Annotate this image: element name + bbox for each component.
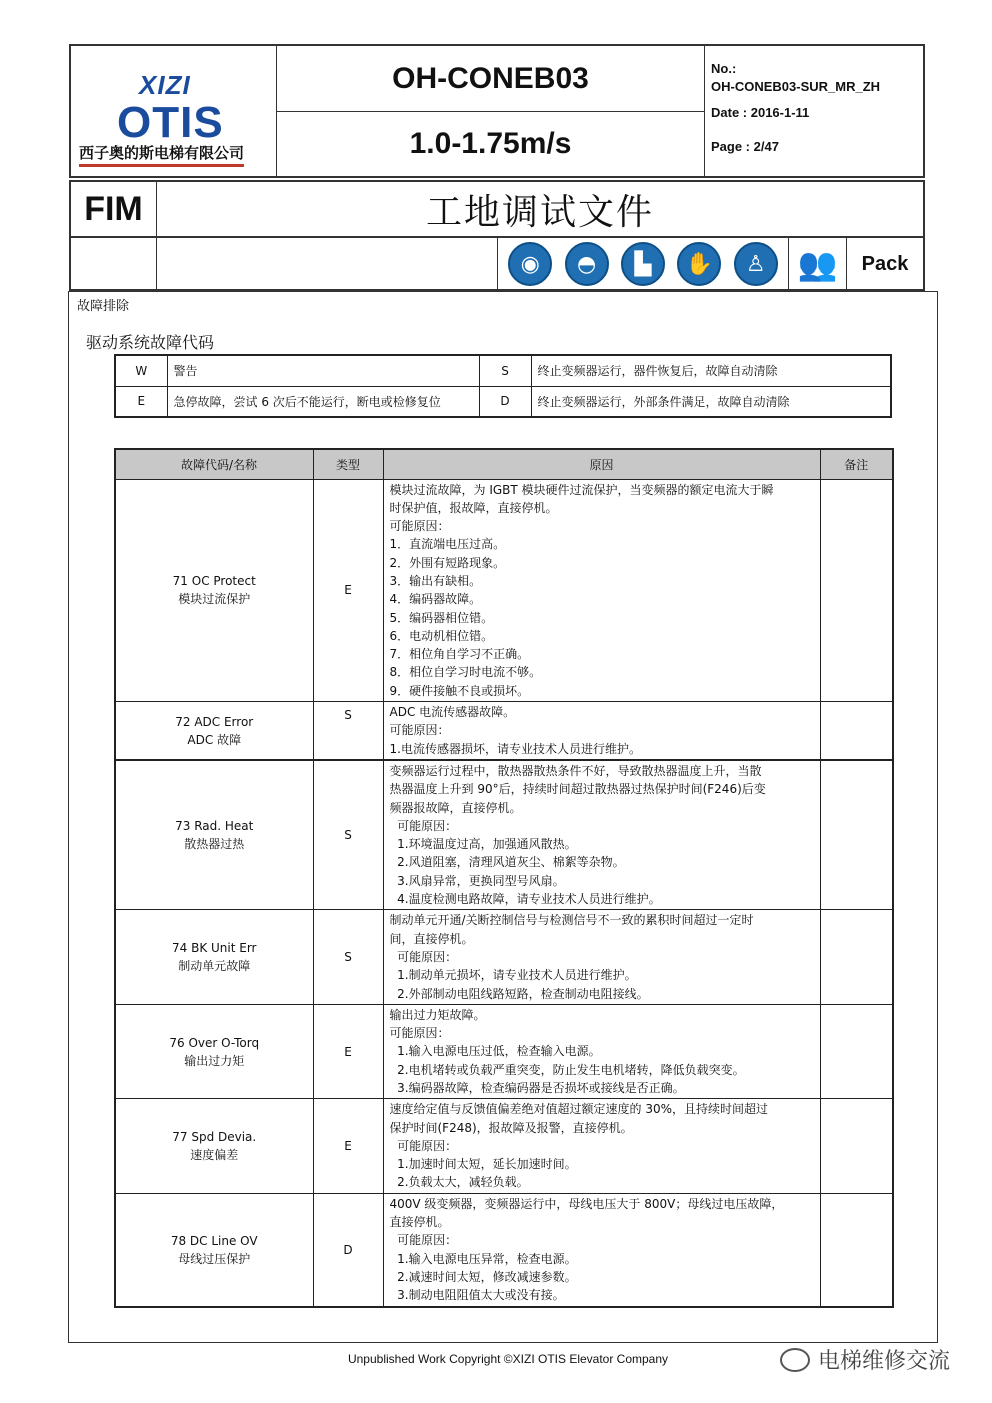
cause-line: 可能原因：: [389, 818, 458, 833]
fault-name: 母线过压保护: [178, 1251, 251, 1266]
fim-tag: FIM: [71, 182, 157, 236]
fault-code: 77 Spd Devia.: [172, 1130, 257, 1145]
fault-code: 76 Over O-Torq: [169, 1035, 260, 1050]
cause-line: 可能原因：: [389, 1026, 450, 1041]
legend-desc: 警告: [167, 355, 479, 386]
fault-cause: [383, 1004, 820, 1098]
fault-code-table: [114, 448, 894, 1308]
cause-line: 间，直接停机。: [389, 931, 474, 946]
legend-row: [115, 386, 891, 417]
fault-code: 71 OC Protect: [172, 574, 256, 589]
cause-line: 3.风扇异常，更换同型号风扇。: [389, 873, 565, 888]
cause-line: 2．外围有短路现象。: [389, 555, 506, 570]
cause-line: 7．相位角自学习不正确。: [389, 647, 530, 662]
fault-note: [820, 479, 893, 702]
cause-line: 可能原因：: [389, 1138, 458, 1153]
cause-line: 4．编码器故障。: [389, 592, 482, 607]
cause-line: 制动单元开通/关断控制信号与检测信号不一致的累积时间超过一定时: [389, 913, 754, 928]
fault-note: [820, 910, 893, 1004]
doc-no-label: No.:: [711, 61, 737, 76]
ppe-icons: [497, 238, 789, 290]
cause-line: 速度给定值与反馈值偏差绝对值超过额定速度的 30%，且持续时间超过: [389, 1102, 768, 1117]
speed-range: 1.0-1.75m/s: [409, 127, 572, 160]
fault-code: 74 BK Unit Err: [172, 941, 257, 956]
legend-desc: 急停故障，尝试 6 次后不能运行，断电或检修复位: [167, 386, 479, 417]
cause-line: 可能原因：: [389, 519, 450, 534]
cause-line: 直接停机。: [389, 1215, 450, 1230]
helmet-icon: ◓: [565, 242, 609, 286]
fault-code-cell: [115, 1004, 313, 1098]
wechat-icon: [780, 1348, 810, 1372]
legend-key: D: [479, 386, 531, 417]
cause-line: 1.加速时间太短，延长加速时间。: [389, 1157, 577, 1172]
logo-otis: OTIS: [117, 98, 224, 147]
cause-line: 1．直流端电压过高。: [389, 537, 506, 552]
fault-name: 速度偏差: [190, 1148, 239, 1163]
fault-code-cell: [115, 1099, 313, 1193]
model-block: [277, 46, 705, 176]
fault-cause: [383, 1193, 820, 1306]
cause-line: 变频器运行过程中，散热器散热条件不好，导致散热器温度上升，当散: [389, 763, 762, 778]
col-header-note: 备注: [820, 449, 893, 479]
cause-line: 8．相位自学习时电流不够。: [389, 665, 542, 680]
fault-type-legend: [114, 354, 892, 418]
fault-type: E: [313, 479, 383, 702]
model-number: OH-CONEB03: [277, 46, 704, 112]
fault-cause: [383, 702, 820, 760]
fault-name: 散热器过热: [184, 837, 245, 852]
legend-key: W: [115, 355, 167, 386]
fault-type: S: [313, 702, 383, 760]
cause-line: 可能原因：: [389, 949, 458, 964]
cause-line: 2.负载太大，减轻负载。: [389, 1175, 529, 1190]
legend-desc: 终止变频器运行，器件恢复后，故障自动清除: [531, 355, 891, 386]
fault-cause: [383, 1099, 820, 1193]
fault-code: 73 Rad. Heat: [175, 819, 254, 834]
fault-name: 制动单元故障: [178, 959, 251, 974]
cause-line: 2.外部制动电阻线路短路，检查制动电阻接线。: [389, 986, 649, 1001]
doc-date: Date : 2016-1-11: [711, 105, 810, 120]
cause-line: 4.温度检测电路故障，请专业技术人员进行维护。: [389, 892, 661, 907]
table-row: [115, 760, 893, 910]
table-row: [115, 910, 893, 1004]
fault-note: [820, 760, 893, 910]
cause-line: 1.制动单元损坏，请专业技术人员进行维护。: [389, 968, 637, 983]
cause-line: 可能原因：: [389, 1233, 458, 1248]
gloves-icon: ✋: [677, 242, 721, 286]
fault-code-cell: [115, 760, 313, 910]
doc-no-value: OH-CONEB03-SUR_MR_ZH: [711, 79, 881, 94]
fault-note: [820, 702, 893, 760]
cause-line: 5．编码器相位错。: [389, 610, 494, 625]
fault-type: D: [313, 1193, 383, 1306]
table-row: [115, 702, 893, 760]
cause-line: 9．硬件接触不良或损坏。: [389, 683, 530, 698]
fault-cause: [383, 910, 820, 1004]
col-header-type: 类型: [313, 449, 383, 479]
col-header-code: 故障代码/名称: [115, 449, 313, 479]
table-row: [115, 1099, 893, 1193]
cause-line: 2.风道阻塞，清理风道灰尘、棉絮等杂物。: [389, 855, 625, 870]
fim-row: [69, 180, 925, 238]
fault-code-cell: [115, 702, 313, 760]
fault-code: 78 DC Line OV: [170, 1233, 258, 1248]
subsection-title: 驱动系统故障代码: [86, 333, 215, 352]
table-row: [115, 1004, 893, 1098]
safety-boots-icon: ▙: [621, 242, 665, 286]
table-row: [115, 479, 893, 702]
legend-desc: 终止变频器运行，外部条件满足，故障自动清除: [531, 386, 891, 417]
fault-code: 72 ADC Error: [175, 714, 254, 729]
legend-key: S: [479, 355, 531, 386]
fault-name: 输出过力矩: [184, 1053, 245, 1068]
table-header-row: [115, 449, 893, 479]
doc-page: Page : 2/47: [711, 139, 779, 154]
cause-line: 3．输出有缺相。: [389, 573, 482, 588]
fault-note: [820, 1004, 893, 1098]
fault-name: ADC 故障: [187, 732, 242, 747]
cause-line: 模块过流故障，为 IGBT 模块硬件过流保护，当变频器的额定电流大于瞬: [389, 482, 774, 497]
cause-line: 1.输入电源电压过低，检查输入电源。: [389, 1044, 601, 1059]
cause-line: 1.电流传感器损坏，请专业技术人员进行维护。: [389, 741, 641, 756]
fault-type: E: [313, 1099, 383, 1193]
cause-line: 2.减速时间太短，修改减速参数。: [389, 1269, 577, 1284]
cause-line: 1.环境温度过高，加强通风散热。: [389, 837, 577, 852]
goggles-icon: ◉: [508, 242, 552, 286]
fault-note: [820, 1099, 893, 1193]
fault-type: S: [313, 910, 383, 1004]
legend-row: [115, 355, 891, 386]
legend-key: E: [115, 386, 167, 417]
watermark: [780, 1344, 950, 1375]
fault-code-cell: [115, 479, 313, 702]
cause-line: 输出过力矩故障。: [389, 1007, 486, 1022]
cause-line: 1.输入电源电压异常，检查电源。: [389, 1251, 577, 1266]
fault-code-cell: [115, 1193, 313, 1306]
fault-name: 模块过流保护: [178, 592, 251, 607]
pack-label: Pack: [861, 252, 909, 275]
section-title: 故障排除: [77, 299, 130, 314]
cause-line: 频器报故障，直接停机。: [389, 800, 522, 815]
people-icon: 👥: [789, 238, 847, 290]
cause-line: 2.电机堵转或负载严重突变，防止发生电机堵转，降低负载突变。: [389, 1062, 745, 1077]
cause-line: 保护时间(F248)，报故障及报警，直接停机。: [389, 1120, 633, 1135]
cause-line: 热器温度上升到 90°后，持续时间超过散热器过热保护时间(F246)后变: [389, 782, 766, 797]
fault-code-cell: [115, 910, 313, 1004]
cause-line: 6．电动机相位错。: [389, 628, 494, 643]
cause-line: 时保护值，报故障，直接停机。: [389, 500, 558, 515]
fault-note: [820, 1193, 893, 1306]
col-header-cause: 原因: [383, 449, 820, 479]
fault-cause: [383, 479, 820, 702]
fault-type: E: [313, 1004, 383, 1098]
cause-line: 可能原因：: [389, 723, 450, 738]
document-header: [69, 44, 925, 178]
ppe-empty-cell: [71, 238, 157, 290]
cause-line: ADC 电流传感器故障。: [389, 705, 516, 720]
company-logo: [71, 46, 277, 176]
harness-icon: ♙: [734, 242, 778, 286]
doc-meta: [711, 60, 921, 156]
company-name: 西子奥的斯电梯有限公司: [79, 142, 244, 167]
cause-line: 400V 级变频器，变频器运行中，母线电压大于 800V；母线过电压故障，: [389, 1196, 784, 1211]
ppe-row: [69, 237, 925, 291]
fault-type: S: [313, 760, 383, 910]
watermark-text: 电梯维修交流: [818, 1349, 951, 1374]
document-title: 工地调试文件: [425, 191, 654, 233]
cause-line: 3.制动电阻阻值太大或没有接。: [389, 1288, 565, 1303]
copyright-footer: Unpublished Work Copyright ©XIZI OTIS Elevator Company: [347, 1352, 669, 1366]
fault-cause: [383, 760, 820, 910]
logo-xizi: XIZI: [139, 70, 191, 100]
cause-line: 3.编码器故障，检查编码器是否损坏或接线是否正确。: [389, 1081, 685, 1095]
table-row: [115, 1193, 893, 1306]
